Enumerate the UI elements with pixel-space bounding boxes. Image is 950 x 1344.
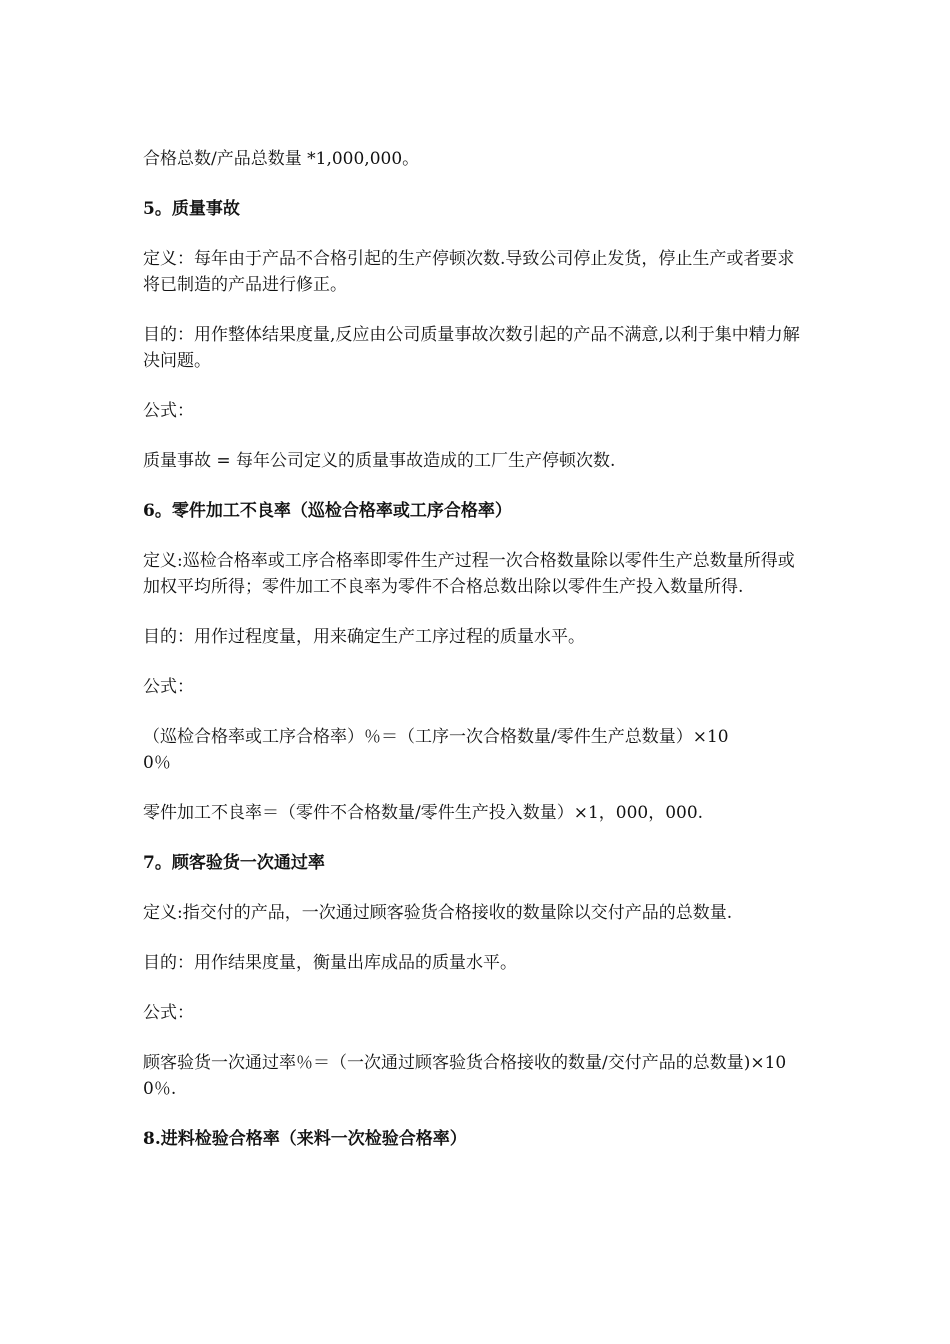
definition-6: 定义:巡检合格率或工序合格率即零件生产过程一次合格数量除以零件生产总数量所得或加权平均所得；零件加工不良率为零件不合格总数出除以零件生产投入数量所得. (143, 551, 795, 597)
formula-label-7: 公式： (143, 1003, 194, 1023)
purpose-6: 目的：用作过程度量，用来确定生产工序过程的质量水平。 (143, 627, 585, 647)
document-body (143, 146, 808, 1152)
formula-label-6: 公式： (143, 677, 194, 697)
formula-7: 顾客验货一次通过率％＝（一次通过顾客验货合格接收的数量/交付产品的总数量)×100％. (143, 1053, 787, 1099)
definition-7: 定义:指交付的产品，一次通过顾客验货合格接收的数量除以交付产品的总数量. (143, 903, 733, 923)
formula-6a: （巡检合格率或工序合格率）％＝（工序一次合格数量/零件生产总数量）×100％ (143, 727, 729, 773)
formula-6b: 零件加工不良率＝（零件不合格数量/零件生产投入数量）×1，000，000. (143, 803, 704, 823)
section-heading-5: 5。质量事故 (143, 199, 240, 219)
section-heading-8: 8.进料检验合格率（来料一次检验合格率） (143, 1129, 467, 1149)
formula-label-5: 公式： (143, 401, 194, 421)
purpose-7: 目的：用作结果度量，衡量出库成品的质量水平。 (143, 953, 517, 973)
definition-5: 定义：每年由于产品不合格引起的生产停顿次数.导致公司停止发货，停止生产或者要求将已制造的产品进行修正。 (143, 249, 795, 295)
section-heading-6: 6。零件加工不良率（巡检合格率或工序合格率） (143, 501, 512, 521)
formula-5: 质量事故 = 每年公司定义的质量事故造成的工厂生产停顿次数. (143, 451, 616, 471)
purpose-5: 目的：用作整体结果度量,反应由公司质量事故次数引起的产品不满意,以利于集中精力解决问题。 (143, 325, 800, 371)
section-heading-7: 7。顾客验货一次通过率 (143, 853, 325, 873)
formula-continuation: 合格总数/产品总数量 *1,000,000。 (143, 149, 420, 169)
